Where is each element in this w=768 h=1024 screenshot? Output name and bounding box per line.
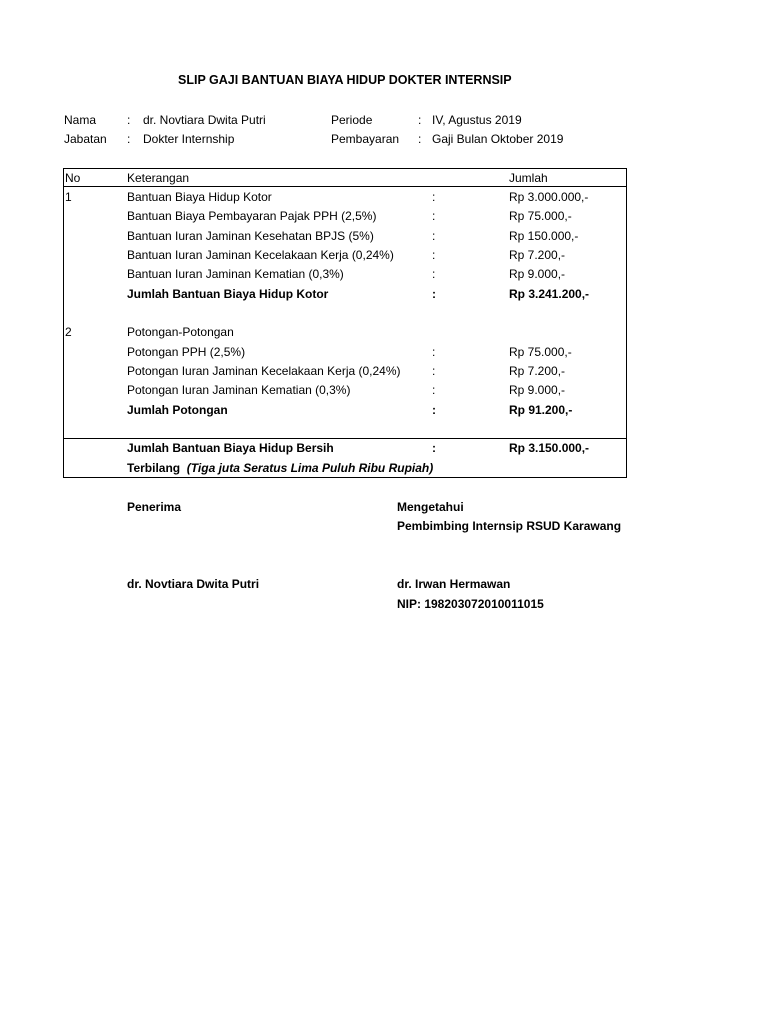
- mengetahui-name: dr. Irwan Hermawan: [397, 577, 511, 591]
- table-row-amount: Rp 9.000,-: [509, 383, 566, 397]
- periode-colon: :: [418, 113, 422, 127]
- table-row-label: Bantuan Biaya Pembayaran Pajak PPH (2,5%): [127, 209, 377, 223]
- mengetahui-label: Mengetahui: [397, 500, 464, 514]
- section2-no: 2: [65, 325, 72, 339]
- table-row-label: Bantuan Iuran Jaminan Kematian (0,3%): [127, 267, 344, 281]
- jabatan-value: Dokter Internship: [143, 132, 235, 146]
- periode-label: Periode: [331, 113, 373, 127]
- nama-label: Nama: [64, 113, 97, 127]
- table-row-amount: Rp 75.000,-: [509, 345, 572, 359]
- section2-heading: Potongan-Potongan: [127, 325, 234, 339]
- table-row-colon: :: [432, 190, 436, 204]
- penerima-name: dr. Novtiara Dwita Putri: [127, 577, 260, 591]
- table-row-label: Bantuan Iuran Jaminan Kecelakaan Kerja (0,24%): [127, 248, 394, 262]
- section2-total-colon: :: [432, 403, 436, 417]
- periode-value: IV, Agustus 2019: [432, 113, 522, 127]
- table-row-label: Bantuan Biaya Hidup Kotor: [127, 190, 272, 204]
- net-total-label: Jumlah Bantuan Biaya Hidup Bersih: [127, 441, 334, 455]
- section2-total-amount: Rp 91.200,-: [509, 403, 573, 417]
- section1-no: 1: [65, 190, 72, 204]
- nama-colon: :: [127, 113, 131, 127]
- nama-value: dr. Novtiara Dwita Putri: [143, 113, 266, 127]
- table-header-divider: [63, 186, 627, 187]
- header-keterangan: Keterangan: [127, 171, 190, 185]
- terbilang-line: [127, 460, 433, 476]
- section1-total-colon: :: [432, 287, 436, 301]
- jabatan-label: Jabatan: [64, 132, 107, 146]
- table-row-amount: Rp 9.000,-: [509, 267, 566, 281]
- penerima-label: Penerima: [127, 500, 182, 514]
- section2-total-label: Jumlah Potongan: [127, 403, 228, 417]
- net-total-colon: :: [432, 441, 436, 455]
- table-row-colon: :: [432, 267, 436, 281]
- table-row-label: Potongan Iuran Jaminan Kematian (0,3%): [127, 383, 351, 397]
- pembayaran-colon: :: [418, 132, 422, 146]
- terbilang-label: Terbilang: [127, 461, 181, 475]
- table-row-amount: Rp 150.000,-: [509, 229, 579, 243]
- table-row-colon: :: [432, 248, 436, 262]
- table-row-amount: Rp 7.200,-: [509, 248, 566, 262]
- section1-total-label: Jumlah Bantuan Biaya Hidup Kotor: [127, 287, 329, 301]
- table-row-colon: :: [432, 229, 436, 243]
- table-row-amount: Rp 7.200,-: [509, 364, 566, 378]
- pembayaran-value: Gaji Bulan Oktober 2019: [432, 132, 564, 146]
- page-title: SLIP GAJI BANTUAN BIAYA HIDUP DOKTER INTERNSIP: [178, 73, 512, 87]
- pembayaran-label: Pembayaran: [331, 132, 400, 146]
- header-no: No: [65, 171, 81, 185]
- net-total-amount: Rp 3.150.000,-: [509, 441, 590, 455]
- table-row-label: Potongan Iuran Jaminan Kecelakaan Kerja (0,24%): [127, 364, 401, 378]
- table-row-colon: :: [432, 383, 436, 397]
- table-row-label: Bantuan Iuran Jaminan Kesehatan BPJS (5%): [127, 229, 374, 243]
- table-row-colon: :: [432, 364, 436, 378]
- table-row-amount: Rp 3.000.000,-: [509, 190, 589, 204]
- section1-total-amount: Rp 3.241.200,-: [509, 287, 590, 301]
- table-row-label: Potongan PPH (2,5%): [127, 345, 246, 359]
- table-row-colon: :: [432, 209, 436, 223]
- terbilang-text: (Tiga juta Seratus Lima Puluh Ribu Rupiah): [186, 461, 434, 475]
- table-row-colon: :: [432, 345, 436, 359]
- jabatan-colon: :: [127, 132, 131, 146]
- mengetahui-role: Pembimbing Internsip RSUD Karawang: [397, 519, 622, 533]
- mengetahui-nip: NIP: 198203072010011015: [397, 597, 544, 611]
- table-total-divider: [63, 438, 627, 439]
- header-jumlah: Jumlah: [509, 171, 548, 185]
- table-row-amount: Rp 75.000,-: [509, 209, 572, 223]
